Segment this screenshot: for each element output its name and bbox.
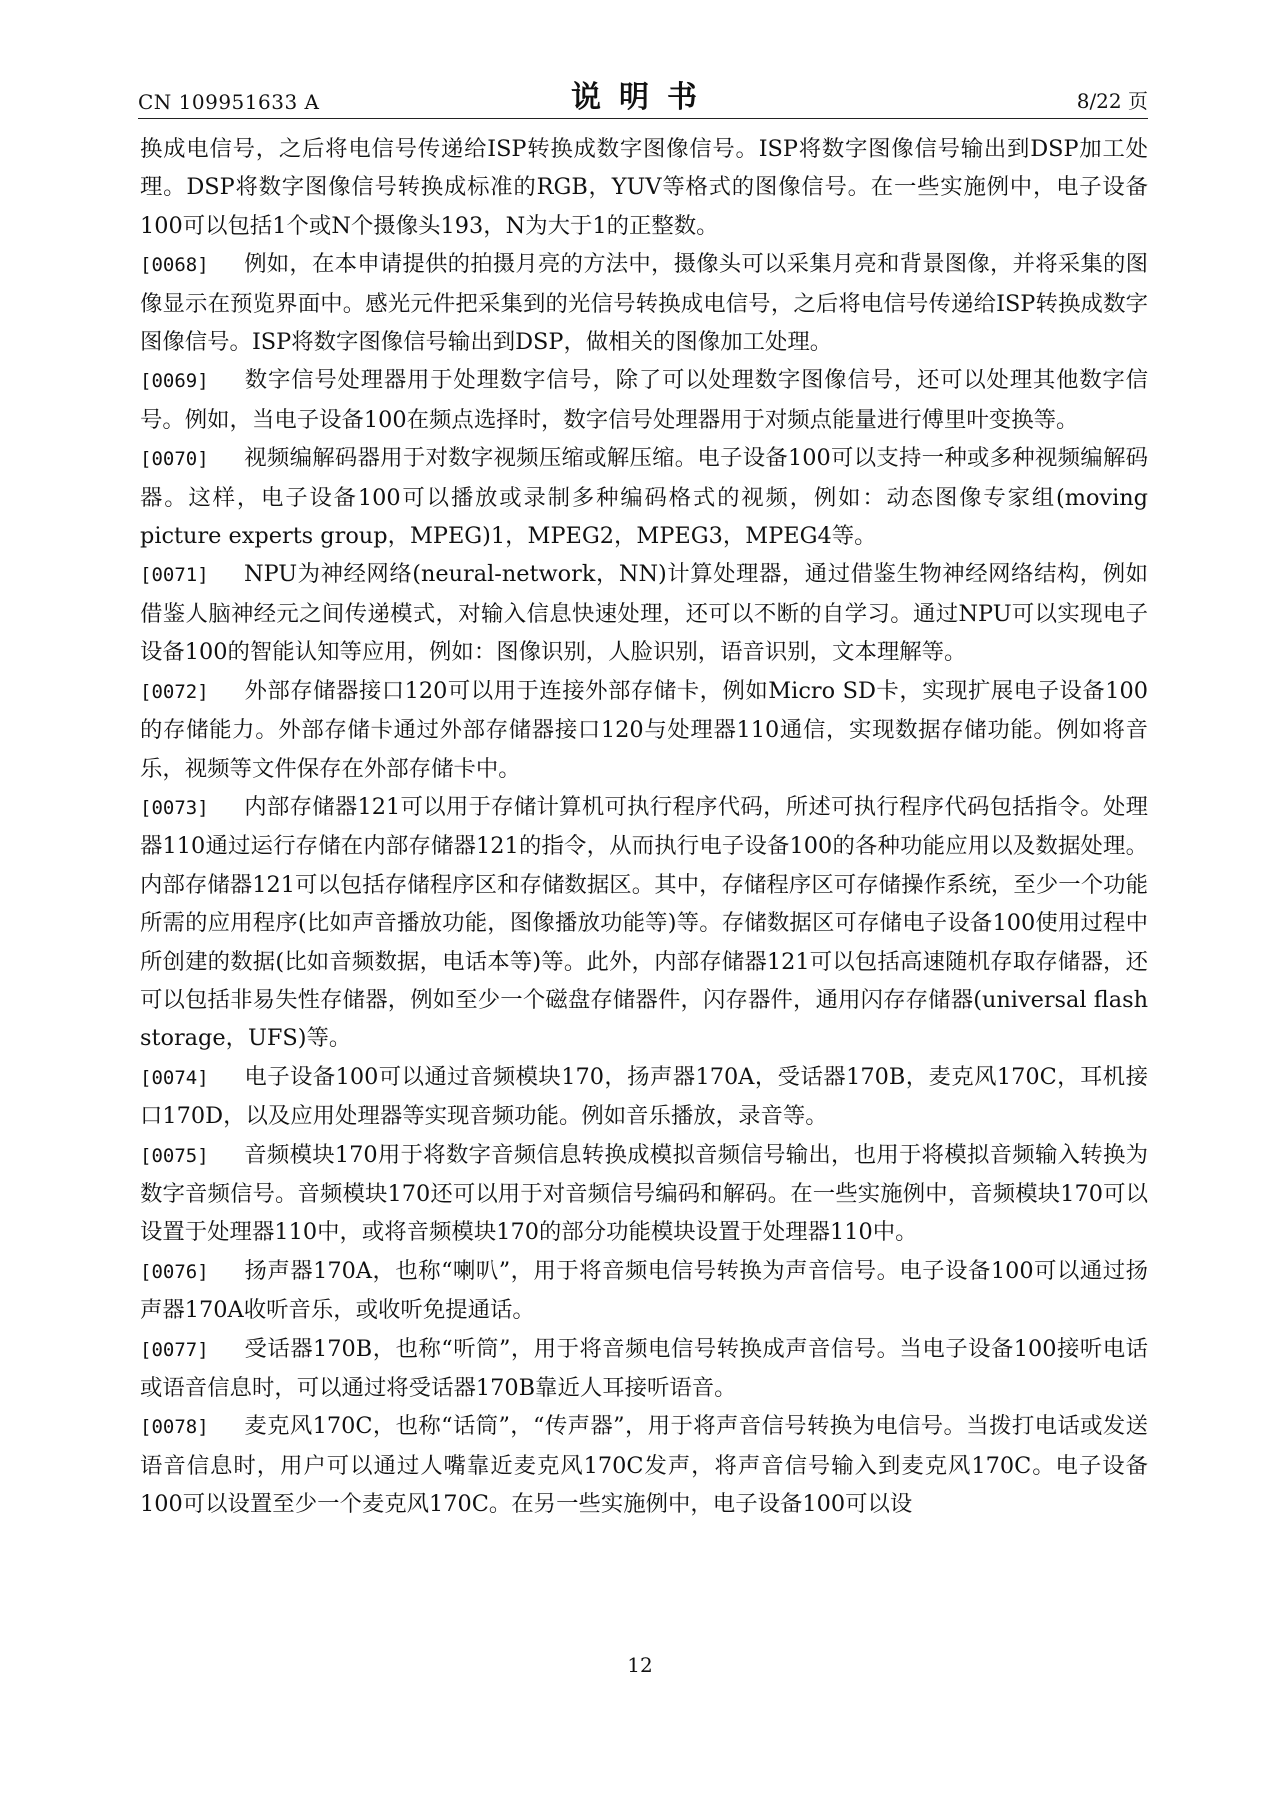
paragraph-number: [0069] (140, 370, 209, 393)
paragraph-text: 音频模块170用于将数字音频信息转换成模拟音频信号输出，也用于将模拟音频输入转换为数字音频信号。音频模块170还可以用于对音频信号编码和解码。在一些实施例中，音频模块170可以设置于处理器110中，或将音频模块170的部分功能模块设置于处理器110中。 (140, 1141, 1148, 1246)
numbered-paragraph (140, 1407, 1148, 1523)
paragraph-number: [0071] (140, 564, 209, 587)
paragraph-text: NPU为神经网络(neural-network，NN)计算处理器，通过借鉴生物神经网络结构，例如借鉴人脑神经元之间传递模式，对输入信息快速处理，还可以不断的自学习。通过NPU可以实现电子设备100的智能认知等应用，例如：图像识别，人脸识别，语音识别，文本理解等。 (140, 561, 1148, 666)
numbered-paragraph (140, 1136, 1148, 1252)
header-divider (138, 118, 1148, 119)
paragraph-list (140, 245, 1148, 1523)
numbered-paragraph (140, 672, 1148, 788)
document-title: 说明书 (571, 80, 715, 115)
numbered-paragraph (140, 555, 1148, 671)
numbered-paragraph (140, 788, 1148, 1058)
paragraph-text: 电子设备100可以通过音频模块170，扬声器170A，受话器170B，麦克风170C，耳机接口170D，以及应用处理器等实现音频功能。例如音乐播放，录音等。 (140, 1063, 1148, 1130)
page-header (138, 76, 1148, 116)
paragraph-text: 视频编解码器用于对数字视频压缩或解压缩。电子设备100可以支持一种或多种视频编解码器。这样，电子设备100可以播放或录制多种编码格式的视频，例如：动态图像专家组(moving picture experts group，MPEG)1，MPEG2，MPEG3，MPEG4等。 (140, 445, 1148, 550)
continued-paragraph: 换成电信号，之后将电信号传递给ISP转换成数字图像信号。ISP将数字图像信号输出到DSP加工处理。DSP将数字图像信号转换成标准的RGB，YUV等格式的图像信号。在一些实施例中，电子设备100可以包括1个或N个摄像头193，N为大于1的正整数。 (140, 136, 1148, 239)
page-number: 12 (627, 1653, 653, 1677)
numbered-paragraph (140, 1252, 1148, 1330)
paragraph-number: [0068] (140, 254, 209, 277)
document-body (140, 130, 1148, 1524)
paragraph-text: 内部存储器121可以用于存储计算机可执行程序代码，所述可执行程序代码包括指令。处理器110通过运行存储在内部存储器121的指令，从而执行电子设备100的各种功能应用以及数据处理。内部存储器121可以包括存储程序区和存储数据区。其中，存储程序区可存储操作系统，至少一个功能所需的应用程序(比如声音播放功能，图像播放功能等)等。存储数据区可存储电子设备100使用过程中所创建的数据(比如音频数据，电话本等)等。此外，内部存储器121可以包括高速随机存取存储器，还可以包括非易失性存储器，例如至少一个磁盘存储器件，闪存器件，通用闪存存储器(universal flash storage，UFS)等。 (140, 793, 1148, 1052)
numbered-paragraph (140, 1330, 1148, 1408)
paragraph-number: [0075] (140, 1144, 209, 1167)
numbered-paragraph (140, 439, 1148, 555)
paragraph-number: [0078] (140, 1416, 209, 1439)
paragraph-number: [0072] (140, 680, 209, 703)
numbered-paragraph (140, 245, 1148, 361)
patent-number: CN 109951633 A (138, 90, 320, 114)
paragraph-text: 外部存储器接口120可以用于连接外部存储卡，例如Micro SD卡，实现扩展电子设备100的存储能力。外部存储卡通过外部存储器接口120与处理器110通信，实现数据存储功能。例如将音乐，视频等文件保存在外部存储卡中。 (140, 677, 1148, 782)
paragraph-text: 扬声器170A，也称“喇叭”，用于将音频电信号转换为声音信号。电子设备100可以通过扬声器170A收听音乐，或收听免提通话。 (140, 1257, 1148, 1324)
paragraph-text: 受话器170B，也称“听筒”，用于将音频电信号转换成声音信号。当电子设备100接听电话或语音信息时，可以通过将受话器170B靠近人耳接听语音。 (140, 1335, 1148, 1401)
numbered-paragraph (140, 361, 1148, 439)
paragraph-number: [0077] (140, 1338, 209, 1361)
paragraph-number: [0074] (140, 1066, 209, 1089)
numbered-paragraph (140, 1058, 1148, 1136)
page-indicator: 8/22 页 (1076, 89, 1148, 113)
paragraph-number: [0070] (140, 448, 209, 471)
paragraph-text: 麦克风170C，也称“话筒”，“传声器”，用于将声音信号转换为电信号。当拨打电话或发送语音信息时，用户可以通过人嘴靠近麦克风170C发声，将声音信号输入到麦克风170C。电子设备100可以设置至少一个麦克风170C。在另一些实施例中，电子设备100可以设 (140, 1413, 1148, 1518)
paragraph-number: [0076] (140, 1260, 209, 1283)
paragraph-text: 例如，在本申请提供的拍摄月亮的方法中，摄像头可以采集月亮和背景图像，并将采集的图像显示在预览界面中。感光元件把采集到的光信号转换成电信号，之后将电信号传递给ISP转换成数字图像信号。ISP将数字图像信号输出到DSP，做相关的图像加工处理。 (140, 251, 1148, 356)
paragraph-text: 数字信号处理器用于处理数字信号，除了可以处理数字图像信号，还可以处理其他数字信号。例如，当电子设备100在频点选择时，数字信号处理器用于对频点能量进行傅里叶变换等。 (140, 367, 1148, 433)
paragraph-number: [0073] (140, 796, 209, 819)
